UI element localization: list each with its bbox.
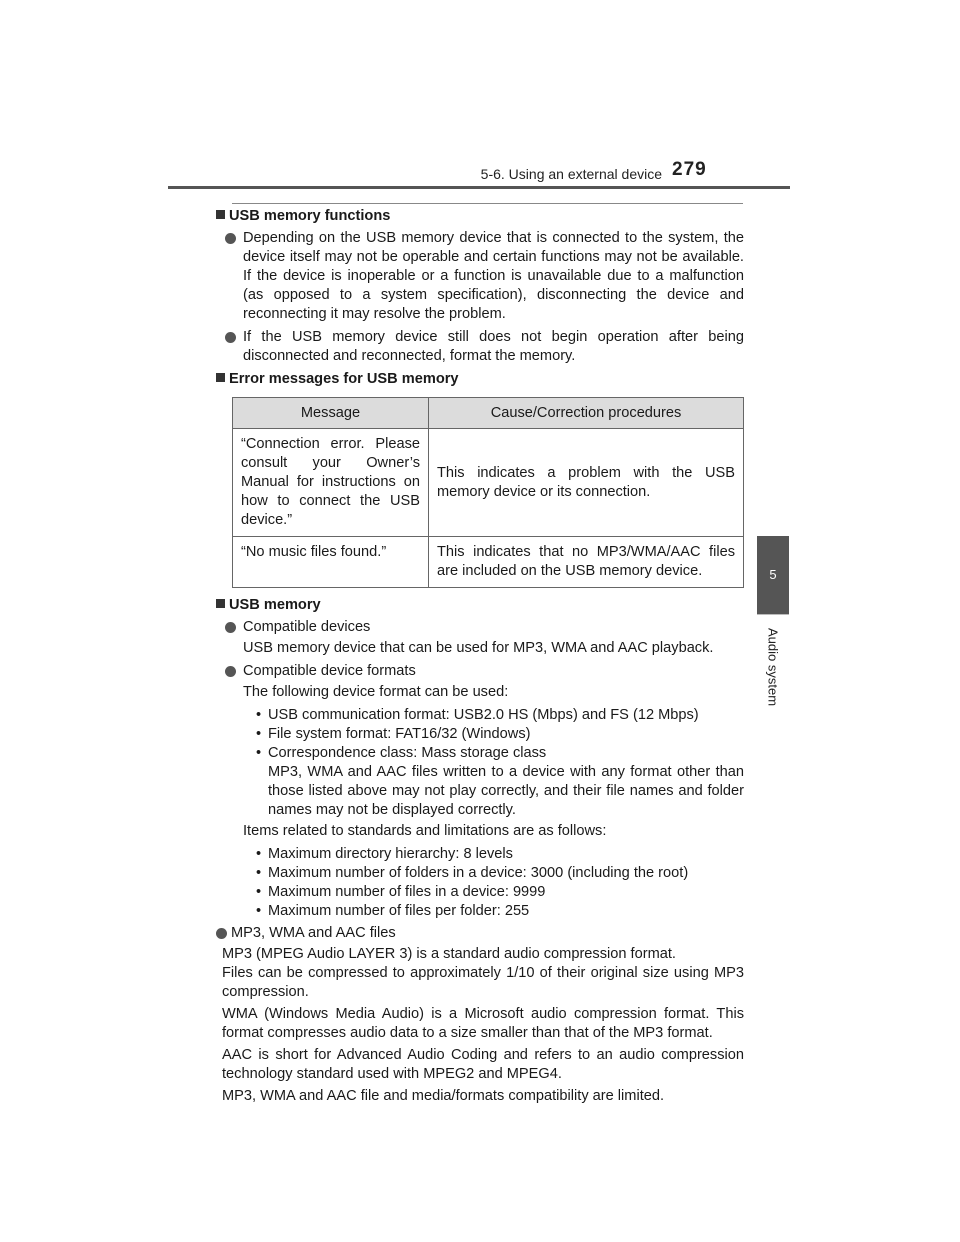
paragraph: Files can be compressed to approximately 1/10 of their original size using MP3 compression. (222, 965, 744, 1000)
list-item: • Maximum number of files in a device: 9999 (256, 884, 546, 900)
list-item: • Maximum number of files per folder: 255 (256, 903, 530, 919)
table-header-row (233, 398, 744, 429)
bullet-item: Compatible device formats (216, 662, 744, 681)
list-item: • Correspondence class: Mass storage class (256, 745, 547, 761)
table-row (233, 537, 744, 588)
paragraph: MP3 (MPEG Audio LAYER 3) is a standard audio compression format. (222, 946, 676, 962)
table-cell-cause: This indicates a problem with the USB memory device or its connection. (429, 429, 744, 537)
circle-bullet-icon (225, 666, 236, 677)
square-bullet-icon (216, 210, 225, 219)
page-number: 279 (672, 159, 707, 180)
error-messages-table (232, 397, 744, 588)
bullet-item: MP3, WMA and AAC files (216, 924, 744, 943)
list-item: • Maximum number of folders in a device: 3000 (including the root) (256, 865, 689, 881)
paragraph: AAC is short for Advanced Audio Coding and refers to an audio compression technology standard used with MPEG2 and MPEG4. (222, 1047, 744, 1082)
table-cell-message: “Connection error. Please consult your Owner’s Manual for instructions on how to connect the USB device.” (233, 429, 429, 537)
paragraph: WMA (Windows Media Audio) is a Microsoft audio compression format. This format compresses audio data to a size smaller than that of the MP3 format. (222, 1006, 744, 1041)
header-rule (168, 186, 790, 189)
heading-usb-memory: USB memory (216, 596, 744, 615)
chapter-label: Audio system (765, 627, 781, 707)
bullet-item: Depending on the USB memory device that is connected to the system, the device itself may not be operable and certain functions may not be available. If the device is inoperable or a function is unavailable due to a malfunction (as opposed to a system specification), disconnecting the device and reconnecting it may resolve the problem. (216, 229, 744, 324)
circle-bullet-icon (225, 233, 236, 244)
list-item: • Maximum directory hierarchy: 8 levels (256, 846, 513, 862)
bullet-item: Compatible devices (216, 618, 744, 637)
table-header-cause: Cause/Correction procedures (429, 398, 744, 429)
circle-bullet-icon (225, 622, 236, 633)
compatible-devices-text: USB memory device that can be used for MP3, WMA and AAC playback. (243, 640, 714, 656)
table-cell-cause: This indicates that no MP3/WMA/AAC files are included on the USB memory device. (429, 537, 744, 588)
paragraph: MP3, WMA and AAC file and media/formats compatibility are limited. (222, 1088, 665, 1104)
chapter-tab: 5 (757, 536, 789, 614)
section-rule (232, 203, 743, 204)
circle-bullet-icon (225, 332, 236, 343)
table-header-message: Message (233, 398, 429, 429)
list-item: • File system format: FAT16/32 (Windows) (256, 726, 531, 742)
table-cell-message: “No music files found.” (233, 537, 429, 588)
heading-usb-functions: USB memory functions (216, 207, 744, 226)
section-title: 5-6. Using an external device (480, 166, 662, 182)
formats-note: MP3, WMA and AAC files written to a device with any format other than those listed above may not play correctly, and their file names and folder names may not be displayed correctly. (268, 764, 744, 818)
limits-intro: Items related to standards and limitations are as follows: (243, 823, 607, 839)
square-bullet-icon (216, 599, 225, 608)
square-bullet-icon (216, 373, 225, 382)
bullet-item: If the USB memory device still does not begin operation after being disconnected and reconnected, format the memory. (216, 328, 744, 366)
page-content (216, 207, 744, 1109)
circle-bullet-icon (216, 928, 227, 939)
list-item: • USB communication format: USB2.0 HS (Mbps) and FS (12 Mbps) (256, 707, 699, 723)
table-row (233, 429, 744, 537)
formats-intro: The following device format can be used: (243, 684, 509, 700)
page-header (0, 0, 960, 200)
heading-error-messages: Error messages for USB memory (216, 370, 744, 389)
